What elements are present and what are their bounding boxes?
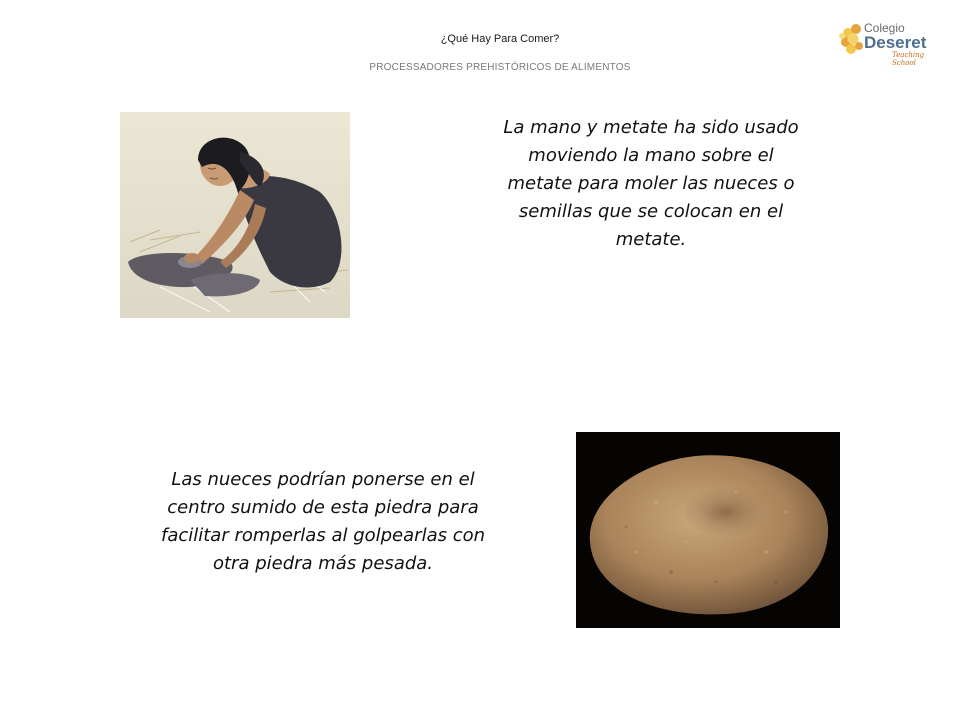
slide-title: ¿Qué Hay Para Comer? — [440, 33, 560, 45]
logo-line1: Colegio — [864, 21, 905, 35]
bottom-description: Las nueces podrían ponerse en el centro sumido de esta piedra para facilitar romperlas al golpearlas con otra piedra más pesada. — [160, 469, 486, 574]
logo-line3: Teaching School — [892, 51, 925, 67]
top-description: La mano y metate ha sido usado moviendo la mano sobre el metate para moler las nueces o semillas que se colocan en el metate. — [503, 117, 799, 250]
school-logo — [838, 20, 942, 67]
nutting-stone-image — [576, 432, 840, 628]
logo-line2: Deseret — [864, 33, 927, 52]
slide-subtitle: PROCESSADORES PREHISTÓRICOS DE ALIMENTOS — [369, 62, 631, 73]
woman-grinding-image — [120, 112, 350, 318]
